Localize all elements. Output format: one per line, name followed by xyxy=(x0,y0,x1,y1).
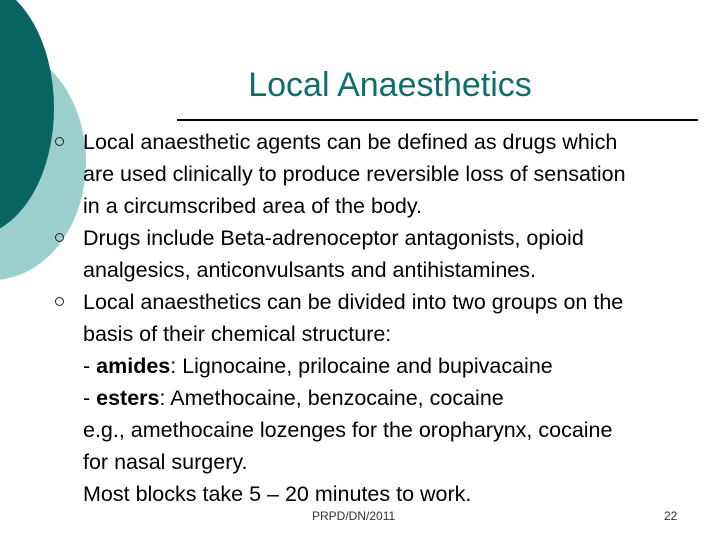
title-underline xyxy=(177,119,698,121)
blocks-line: Most blocks take 5 – 20 minutes to work. xyxy=(83,482,472,506)
bullet-line: Drugs include Beta-adrenoceptor antagonists, opioid xyxy=(83,226,584,250)
bullet-line: basis of their chemical structure: xyxy=(83,322,392,346)
bullet-line: are used clinically to produce reversible loss of sensation xyxy=(83,162,626,186)
footer-label: PRPD/DN/2011 xyxy=(312,509,396,523)
circle-bullet-icon xyxy=(55,137,64,146)
amides-prefix: - xyxy=(83,354,97,378)
bullet-line: Local anaesthetics can be divided into two groups on the xyxy=(83,290,624,314)
amides-label: amides xyxy=(96,354,171,378)
bullet-item-groups xyxy=(54,286,694,510)
page-number: 22 xyxy=(664,509,678,523)
amides-text: : Lignocaine, prilocaine and bupivacaine xyxy=(170,354,553,378)
esters-line xyxy=(83,382,694,414)
amides-line xyxy=(83,350,694,382)
esters-label: esters xyxy=(96,386,160,410)
esters-text: : Amethocaine, benzocaine, cocaine xyxy=(159,386,504,410)
bullet-line: Local anaesthetic agents can be defined as drugs which xyxy=(83,130,618,154)
example-line: for nasal surgery. xyxy=(83,450,248,474)
circle-bullet-icon xyxy=(55,297,64,306)
esters-prefix: - xyxy=(83,386,97,410)
bullet-item-definition xyxy=(54,126,694,222)
circle-bullet-icon xyxy=(55,233,64,242)
slide-title: Local Anaesthetics xyxy=(248,66,532,104)
example-line: e.g., amethocaine lozenges for the oropharynx, cocaine xyxy=(83,418,613,442)
slide-content xyxy=(54,126,694,510)
bullet-line: analgesics, anticonvulsants and antihistamines. xyxy=(83,258,536,282)
bullet-item-drugs xyxy=(54,222,694,286)
bullet-line: in a circumscribed area of the body. xyxy=(83,194,422,218)
